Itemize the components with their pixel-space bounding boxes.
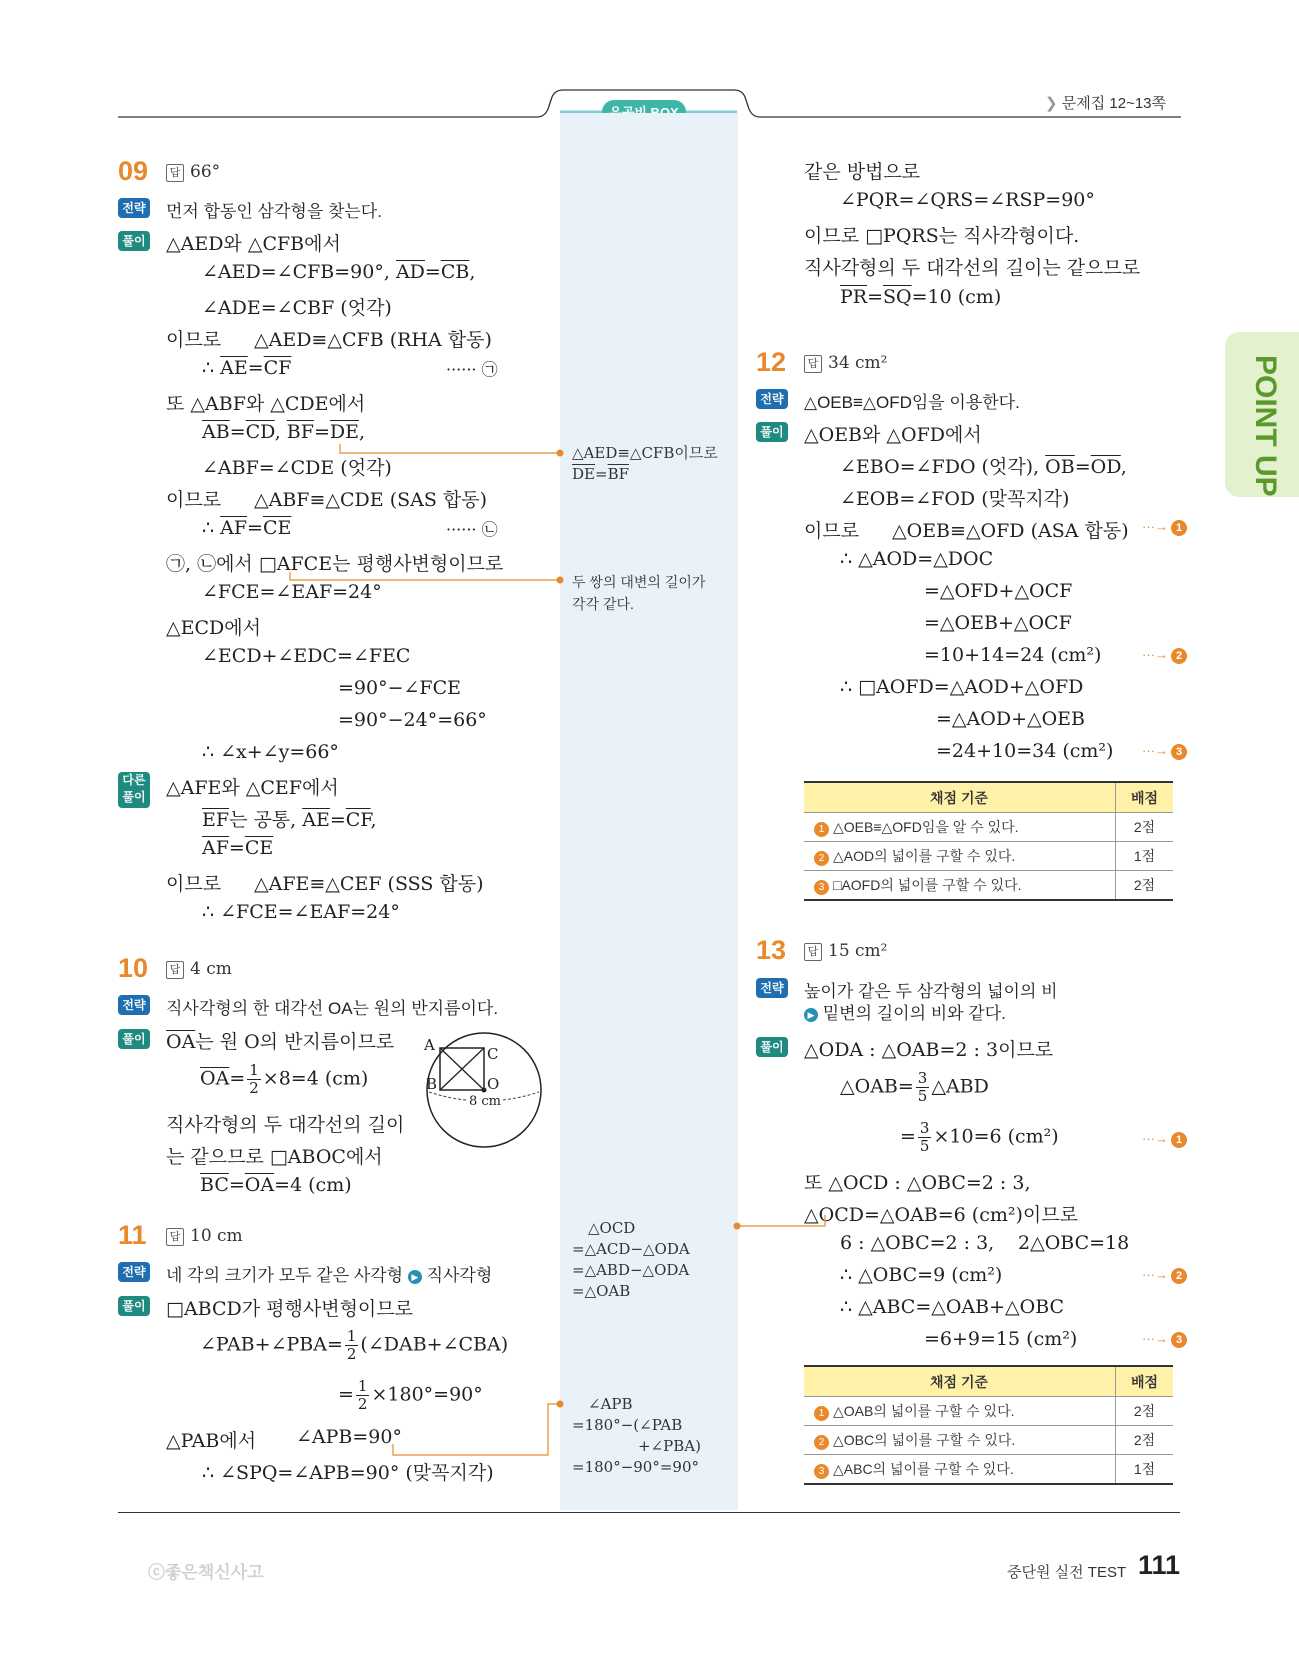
length-label: 8 cm [469, 1094, 502, 1109]
workbook-ref-text: 문제집 12~13쪽 [1061, 95, 1167, 112]
step-marker: ···→ 1 [1142, 1131, 1187, 1148]
line: △OEB와 △OFD에서 [804, 424, 982, 446]
t: 는 공통, [229, 809, 303, 831]
t: $\overline{EF}$ [202, 809, 230, 831]
points-cell: 2점 [1116, 813, 1174, 842]
t: 는 원 O의 반지름이므로 [195, 1031, 395, 1053]
arrow-circle-icon: ▶ [408, 1270, 422, 1284]
t: $\overline{DE}$ [329, 421, 359, 443]
points-cell: 1점 [1116, 842, 1174, 871]
answer-icon: 답 [166, 961, 184, 979]
t: 직사각형 [426, 1266, 493, 1285]
point-b-label: B [426, 1075, 438, 1093]
answer-icon: 답 [804, 355, 822, 373]
line: 이므로 [166, 489, 222, 511]
t: = [228, 1174, 245, 1196]
step-marker: ···→ 3 [1142, 1331, 1187, 1348]
line: △ECD에서 [166, 617, 261, 639]
t: ×10=6 (cm²) [933, 1125, 1059, 1148]
point-a-label: A [424, 1036, 435, 1054]
points-header: 배점 [1116, 782, 1174, 813]
t: , [1120, 456, 1127, 478]
line: 이므로 □PQRS는 직사각형이다. [804, 225, 1080, 247]
points-cell: 2점 [1116, 1426, 1174, 1455]
line: ······ ㉡ [446, 520, 498, 539]
t: △AED≡△CFB이므로 [572, 444, 718, 462]
chevron-right-icon: ❯ [1045, 95, 1058, 112]
t: $\overline{AB}$ [202, 421, 230, 443]
t: ∠APB [588, 1395, 633, 1413]
line: ∴ ∠x+∠y=66° [202, 741, 339, 763]
footer-test-label: 중단원 실전 TEST [1007, 1564, 1127, 1581]
line: ∴ △AOD=△DOC [840, 548, 994, 570]
line: △ODA : △OAB=2 : 3이므로 [804, 1039, 1054, 1061]
t: $\overline{CB}$ [440, 261, 470, 283]
line: =△OEB+△OCF [924, 612, 1072, 634]
row-number: 1 [814, 1406, 829, 1421]
t: $\overline{CE}$ [262, 517, 292, 539]
line: =△OFD+△OCF [924, 580, 1073, 602]
numerator: 1 [357, 1377, 368, 1395]
t: □AFCE는 [258, 553, 351, 575]
denominator: 2 [346, 1345, 357, 1363]
t: 두 쌍의 대변의 길이가 [572, 574, 706, 590]
publisher-mark: ⓒ좋은책신사고 [148, 1563, 264, 1582]
line: 직사각형의 두 대각선의 길이는 같으므로 [804, 257, 1141, 279]
step-number: 1 [1171, 520, 1187, 536]
step-number: 2 [1171, 1268, 1187, 1284]
problem-number-09: 09 [118, 156, 149, 186]
problem-number-12: 12 [756, 347, 787, 377]
t: ∠EBO=∠FDO (엇각), [840, 456, 1046, 478]
t: $\overline{OA}$ [166, 1031, 196, 1053]
points-cell: 2점 [1116, 871, 1174, 901]
strategy-12: △OEB≡△OFD임을 이용한다. [804, 393, 1020, 412]
t: ∠AED=∠CFB=90°, [202, 261, 396, 283]
t: 네 각의 크기가 모두 같은 사각형 [166, 1266, 404, 1285]
side-note-3 [572, 1218, 690, 1302]
line: ∴ □AOFD=△AOD+△OFD [840, 676, 1084, 698]
solution-badge: 풀이 [118, 1296, 150, 1316]
t: =10 (cm) [911, 286, 1002, 308]
line: 이므로 [166, 873, 222, 895]
answer-12-value: 34 cm² [828, 353, 888, 373]
line: ∠EOB=∠FOD (맞꼭지각) [840, 488, 1070, 510]
t: =△ACD−△ODA [572, 1240, 690, 1258]
t: △OCD=△OAB=6 (cm²) [804, 1204, 1023, 1226]
t: = [247, 517, 263, 539]
step-marker: ···→ 2 [1142, 647, 1187, 664]
line: ∴ ∠FCE=∠EAF=24° [202, 901, 400, 923]
line: ∠ADE=∠CBF (엇각) [202, 297, 392, 319]
t: $\overline{CD}$ [245, 421, 275, 443]
line: △AED와 △CFB에서 [166, 233, 341, 255]
t: , [358, 421, 366, 443]
t: = [313, 421, 330, 443]
strategy-10: 직사각형의 한 대각선 OA는 원의 반지름이다. [166, 999, 499, 1018]
step-number: 3 [1171, 744, 1187, 760]
line: △AED≡△CFB (RHA 합동) [254, 329, 492, 351]
step-marker: ···→ 3 [1142, 743, 1187, 760]
line: △AFE≡△CEF (SSS 합동) [254, 873, 484, 895]
t: = [229, 1067, 246, 1090]
denominator: 2 [249, 1079, 259, 1097]
t: =4 (cm) [274, 1174, 352, 1196]
t: △ABD [931, 1075, 989, 1098]
t: =△ABD−△ODA [572, 1261, 690, 1279]
step-number: 2 [1171, 648, 1187, 664]
line: ∴ ∠SPQ=∠APB=90° (맞꼭지각) [202, 1462, 494, 1484]
t: $\overline{AF}$ [220, 517, 248, 539]
t: = [228, 837, 245, 859]
line: ∴ △OBC=9 (cm²) [840, 1264, 1003, 1286]
t: $\overline{OB}$ [1045, 456, 1075, 478]
line: ∠FCE=∠EAF=24° [202, 581, 382, 603]
strategy-09: 먼저 합동인 삼각형을 찾는다. [166, 202, 382, 221]
points-cell: 1점 [1116, 1455, 1174, 1485]
t: = [247, 357, 264, 379]
t: $\overline{AE}$ [220, 357, 248, 379]
row-number: 1 [814, 822, 829, 837]
t: = [329, 809, 346, 831]
line: ∠ABF=∠CDE (엇각) [202, 457, 392, 479]
row-number: 3 [814, 880, 829, 895]
line: 같은 방법으로 [804, 161, 921, 183]
line: 또 △OCD : △OBC=2 : 3, [804, 1172, 1031, 1194]
t: , [274, 421, 287, 443]
line: =10+14=24 (cm²) [924, 644, 1102, 666]
denominator: 5 [917, 1087, 928, 1105]
step-number: 1 [1171, 1132, 1187, 1148]
t: $\overline{CF}$ [263, 357, 292, 379]
line: ∠ECD+∠EDC=∠FEC [202, 645, 411, 667]
answer-10-value: 4 cm [190, 959, 232, 979]
line: △AFE와 △CEF에서 [166, 777, 339, 799]
footer-rule [118, 1512, 1180, 1513]
solution-badge: 풀이 [756, 422, 788, 442]
t: = [338, 1383, 354, 1406]
t: $\overline{CF}$ [345, 809, 371, 831]
line: =6+9=15 (cm²) [924, 1328, 1078, 1350]
strategy-badge: 전략 [756, 389, 788, 409]
line: △PAB에서 [166, 1430, 257, 1452]
strategy-badge: 전략 [118, 995, 150, 1015]
t: = [229, 421, 246, 443]
line: ∠PQR=∠QRS=∠RSP=90° [840, 189, 1095, 211]
line: ∴ △ABC=△OAB+△OBC [840, 1296, 1065, 1318]
t: ×180°=90° [371, 1383, 483, 1406]
solution-badge: 풀이 [756, 1037, 788, 1057]
strategy-badge: 전략 [118, 1262, 150, 1282]
t: 이므로 [1022, 1204, 1078, 1226]
step-number: 3 [1171, 1332, 1187, 1348]
t: ∠PAB+∠PBA= [200, 1333, 343, 1356]
strategy-13: 높이가 같은 두 삼각형의 넓이의 비 [804, 982, 1058, 1001]
answer-icon: 답 [804, 943, 822, 961]
row-number: 2 [814, 1435, 829, 1450]
t: $\overline{CE}$ [244, 837, 274, 859]
strategy-badge: 전략 [756, 978, 788, 998]
strategy-badge: 전략 [118, 198, 150, 218]
line: 직사각형의 두 대각선의 길이 [166, 1114, 405, 1136]
side-note-1 [572, 443, 718, 485]
t: △OCD [588, 1219, 636, 1237]
t: $\overline{AE}$ [302, 809, 330, 831]
t: =180°−(∠PAB [572, 1416, 683, 1434]
t: △OAB= [840, 1075, 914, 1098]
criteria-text: △OBC의 넓이를 구할 수 있다. [833, 1432, 1016, 1448]
t: (∠DAB+∠CBA) [360, 1333, 509, 1356]
step-marker: ···→ 1 [1142, 519, 1187, 536]
t: ∴ [202, 517, 221, 539]
t: $\overline{BF}$ [607, 465, 629, 483]
t: $\overline{OA}$ [244, 1174, 275, 1196]
line: 6 : △OBC=2 : 3, [840, 1232, 995, 1254]
t: +∠PBA) [638, 1437, 701, 1455]
criteria-text: △AOD의 넓이를 구할 수 있다. [833, 848, 1016, 864]
problem-number-13: 13 [756, 935, 787, 965]
answer-09-value: 66° [190, 162, 221, 182]
criteria-text: △OEB≡△OFD임을 알 수 있다. [833, 819, 1019, 835]
t: = [594, 465, 608, 483]
t: ㉠, ㉡에서 [166, 553, 259, 575]
t: , [370, 809, 377, 831]
t: 풀이 [122, 790, 146, 804]
line: 2△OBC=18 [1018, 1232, 1130, 1254]
line: 는 같으므로 □ABOC에서 [166, 1146, 383, 1168]
t: $\overline{PR}$ [840, 286, 868, 308]
t: $\overline{AD}$ [395, 261, 425, 283]
row-number: 2 [814, 851, 829, 866]
numerator: 3 [917, 1069, 928, 1087]
t: $\overline{OA}$ [200, 1067, 230, 1090]
criteria-header: 채점 기준 [804, 1366, 1116, 1397]
t: 다른 [122, 773, 146, 787]
line: ······ ㉠ [446, 360, 498, 379]
page-number: 111 [1138, 1550, 1181, 1580]
numerator: 3 [919, 1119, 930, 1137]
criteria-header: 채점 기준 [804, 782, 1116, 813]
t: 각각 같다. [572, 596, 634, 612]
point-c-label: C [487, 1045, 499, 1063]
t: $\overline{BC}$ [200, 1174, 229, 1196]
t: ×8=4 (cm) [262, 1067, 369, 1090]
t: $\overline{DE}$ [572, 465, 595, 483]
step-marker: ···→ 2 [1142, 1267, 1187, 1284]
points-cell: 2점 [1116, 1397, 1174, 1426]
line: △OEB≡△OFD (ASA 합동) [892, 520, 1129, 542]
line: =24+10=34 (cm²) [936, 740, 1114, 762]
t: 이므로 [166, 329, 222, 351]
solution-badge: 풀이 [118, 231, 150, 251]
t: = [900, 1125, 916, 1148]
t: $\overline{OD}$ [1090, 456, 1121, 478]
problem-number-10: 10 [118, 953, 149, 983]
line: △ABF≡△CDE (SAS 합동) [254, 489, 488, 511]
line: 또 △ABF와 △CDE에서 [166, 393, 366, 415]
criteria-text: △OAB의 넓이를 구할 수 있다. [833, 1403, 1015, 1419]
answer-11-value: 10 cm [190, 1226, 243, 1246]
t: ∴ [202, 357, 221, 379]
t: = [1074, 456, 1091, 478]
t: 밑변의 길이의 비와 같다. [822, 1004, 1006, 1023]
answer-13-value: 15 cm² [828, 941, 888, 961]
t: =180°−90°=90° [572, 1458, 700, 1476]
arrow-circle-icon: ▶ [804, 1008, 818, 1022]
numerator: 1 [249, 1061, 259, 1079]
t: $\overline{SQ}$ [883, 286, 912, 308]
criteria-text: □AOFD의 넓이를 구할 수 있다. [833, 877, 1022, 893]
answer-icon: 답 [166, 1228, 184, 1246]
denominator: 5 [919, 1137, 930, 1155]
answer-icon: 답 [166, 164, 184, 182]
line: □ABCD가 평행사변형이므로 [166, 1298, 413, 1320]
point-o-label: O [487, 1075, 500, 1093]
denominator: 2 [357, 1395, 368, 1413]
line: =90°−24°=66° [338, 709, 487, 731]
t: = [424, 261, 441, 283]
line: =90°−∠FCE [338, 677, 462, 699]
t: $\overline{AF}$ [202, 837, 229, 859]
t: =△OAB [572, 1282, 631, 1300]
side-note-2 [572, 571, 705, 615]
numerator: 1 [346, 1327, 357, 1345]
t: $\overline{BF}$ [286, 421, 314, 443]
points-header: 배점 [1116, 1366, 1174, 1397]
point-up-label: POINT UP [1249, 355, 1282, 497]
line: ∠APB=90° [296, 1426, 402, 1448]
t: 평행사변형이므로 [350, 553, 504, 575]
t: = [867, 286, 884, 308]
t: , [469, 261, 476, 283]
criteria-text: △ABC의 넓이를 구할 수 있다. [833, 1461, 1014, 1477]
line: =△AOD+△OEB [936, 708, 1086, 730]
line: 이므로 [804, 520, 860, 542]
solution-badge: 풀이 [118, 1029, 150, 1049]
row-number: 3 [814, 1464, 829, 1479]
problem-number-11: 11 [118, 1220, 147, 1250]
side-note-4 [572, 1394, 701, 1478]
